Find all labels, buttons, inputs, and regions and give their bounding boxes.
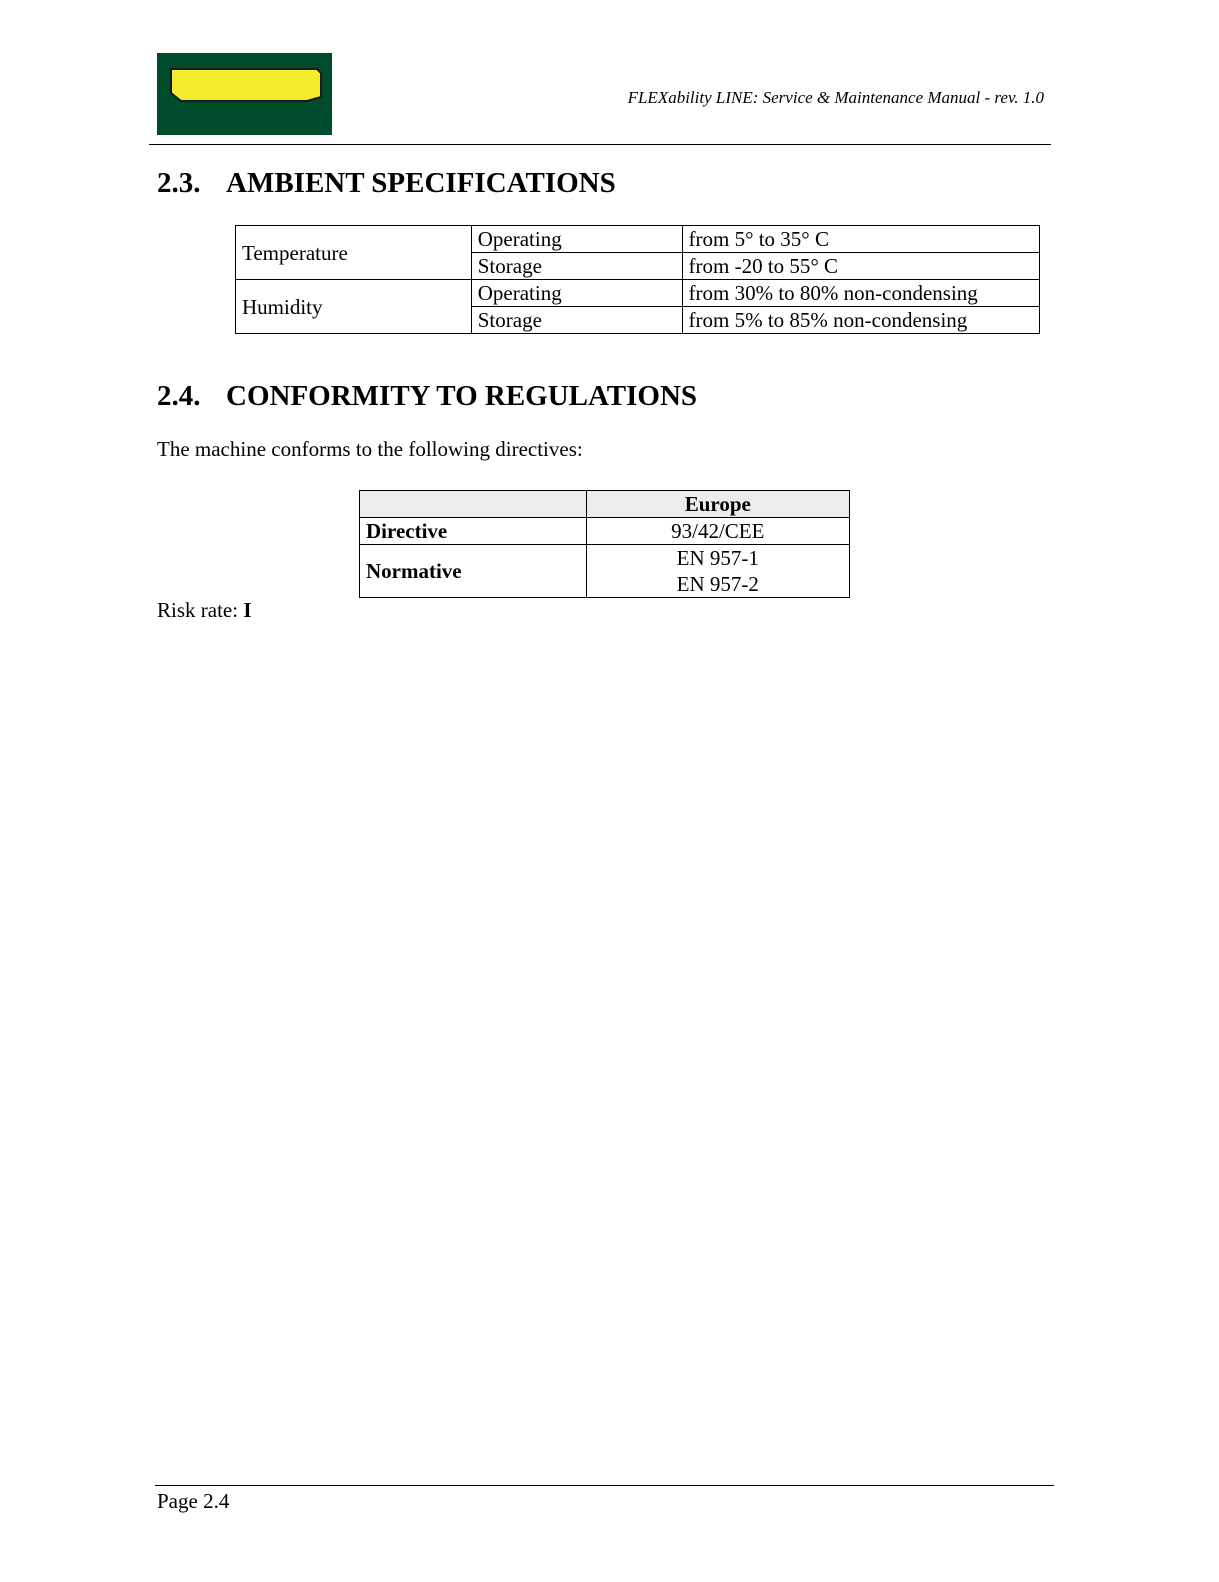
normative-label: Normative — [360, 545, 587, 598]
mode-cell: Storage — [471, 253, 682, 280]
mode-cell: Storage — [471, 307, 682, 334]
range-cell: from -20 to 55° C — [682, 253, 1040, 280]
directive-value: 93/42/CEE — [586, 518, 849, 545]
conformity-intro: The machine conforms to the following directives: — [157, 437, 583, 461]
category-cell: Humidity — [236, 280, 472, 334]
range-cell: from 30% to 80% non-condensing — [682, 280, 1040, 307]
empty-header-cell — [360, 491, 587, 518]
range-cell: from 5° to 35° C — [682, 226, 1040, 253]
region-header: Europe — [586, 491, 849, 518]
footer-divider — [155, 1485, 1054, 1486]
section-heading-conformity — [157, 380, 697, 413]
section-title: AMBIENT SPECIFICATIONS — [226, 167, 616, 199]
table-header-row — [360, 491, 850, 518]
table-row — [236, 226, 1040, 253]
manual-title: FLEXability LINE: Service & Maintenance Manual - rev. 1.0 — [627, 88, 1044, 107]
ambient-specifications-table — [235, 225, 1040, 334]
risk-rate — [157, 598, 252, 623]
normative-values — [586, 545, 849, 598]
page-number: Page 2.4 — [157, 1489, 230, 1513]
range-cell: from 5% to 85% non-condensing — [682, 307, 1040, 334]
directives-table — [359, 490, 850, 598]
header-divider — [149, 144, 1051, 145]
risk-label: Risk rate: — [157, 598, 239, 622]
table-row — [360, 518, 850, 545]
technogym-logo-graphic — [157, 53, 332, 135]
table-row — [236, 280, 1040, 307]
section-number: 2.3. — [157, 167, 201, 199]
section-number: 2.4. — [157, 380, 201, 412]
table-row — [360, 545, 850, 598]
technogym-logo — [157, 53, 332, 135]
section-title: CONFORMITY TO REGULATIONS — [226, 380, 698, 412]
risk-value: I — [243, 598, 252, 622]
section-heading-ambient — [157, 167, 616, 200]
normative-value: EN 957-2 — [676, 572, 759, 596]
mode-cell: Operating — [471, 226, 682, 253]
normative-value: EN 957-1 — [676, 546, 759, 570]
directive-label: Directive — [360, 518, 587, 545]
mode-cell: Operating — [471, 280, 682, 307]
category-cell: Temperature — [236, 226, 472, 280]
